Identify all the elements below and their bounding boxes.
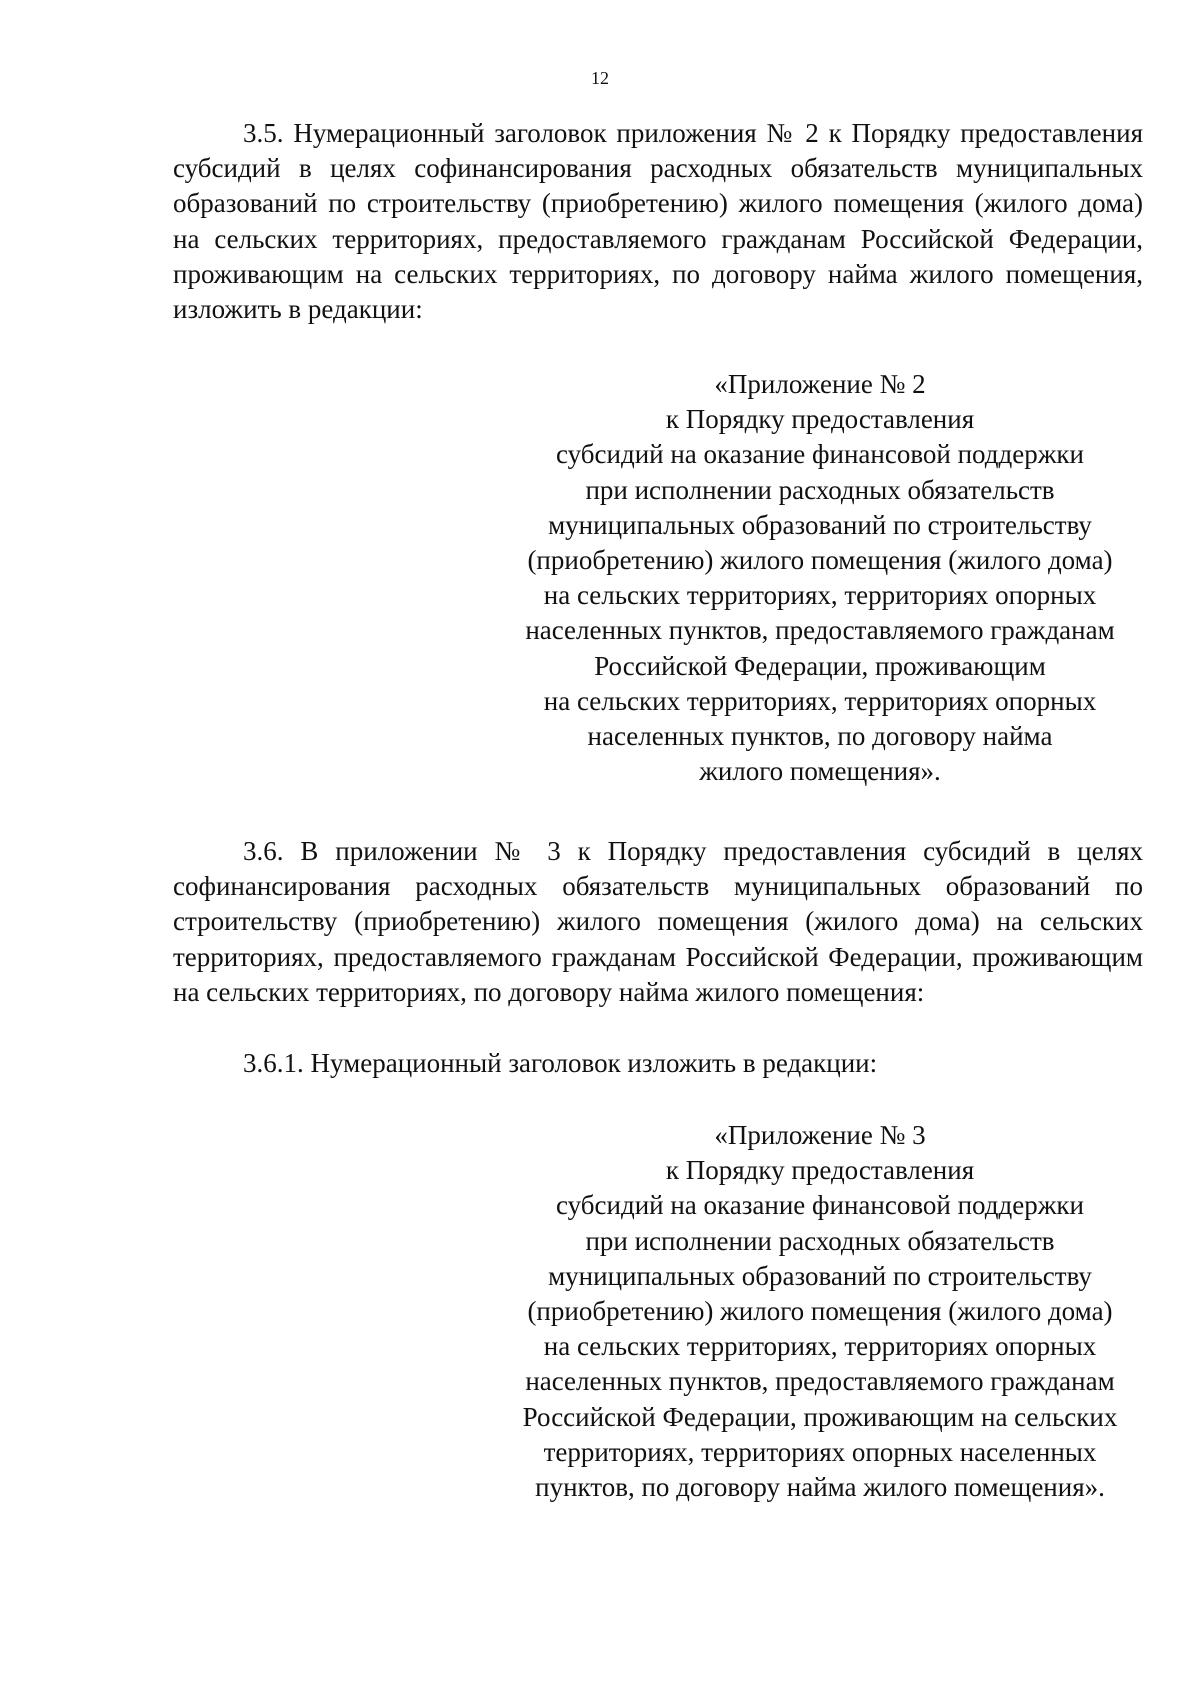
paragraph-3-5: 3.5. Нумерационный заголовок приложения № 2 к Порядку предоставления субсидий в целях софинансирования расходных обязательств муниципальных образований по строительству (приобретению) жилого помещения (жилого дома) на сельских территориях, предоставляемого гражданам Российской Федерации, проживающим на сельских территориях, по договору найма жилого помещения, изложить в редакции: bbox=[173, 118, 1143, 325]
appendix-3-line: пунктов, по договору найма жилого помещения». bbox=[535, 1472, 1105, 1503]
appendix-3-line: населенных пунктов, предоставляемого гражданам bbox=[525, 1366, 1115, 1397]
page-number: 12 bbox=[591, 68, 609, 88]
appendix-3-line: при исполнении расходных обязательств bbox=[585, 1225, 1055, 1256]
appendix-2-line: Российской Федерации, проживающим bbox=[594, 650, 1046, 681]
paragraph-3-6: 3.6. В приложении № 3 к Порядку предоставления субсидий в целях софинансирования расходных обязательств муниципальных образований по строительству (приобретению) жилого помещения (жилого дома) на сельских территориях, предоставляемого гражданам Российской Федерации, проживающим на сельских территориях, по договору найма жилого помещения: bbox=[173, 836, 1143, 1007]
paragraph-3-6-1: 3.6.1. Нумерационный заголовок изложить в редакции: bbox=[243, 1048, 878, 1078]
appendix-3-heading bbox=[490, 1118, 1150, 1505]
appendix-2-line: на сельских территориях, территориях опорных bbox=[543, 685, 1097, 716]
appendix-2-line: (приобретению) жилого помещения (жилого дома) bbox=[527, 545, 1113, 576]
appendix-3-line: «Приложение № 3 bbox=[714, 1120, 926, 1150]
appendix-2-line: «Приложение № 2 bbox=[714, 369, 926, 399]
appendix-2-line: населенных пунктов, предоставляемого гражданам bbox=[525, 615, 1115, 646]
appendix-3-line: территориях, территориях опорных населенных bbox=[543, 1436, 1097, 1467]
appendix-2-line: субсидий на оказание финансовой поддержки bbox=[556, 439, 1084, 470]
appendix-2-line: на сельских территориях, территориях опорных bbox=[543, 580, 1097, 611]
appendix-3-line: муниципальных образований по строительству bbox=[548, 1260, 1092, 1291]
appendix-2-heading bbox=[490, 367, 1150, 789]
appendix-2-line: жилого помещения». bbox=[699, 756, 941, 787]
appendix-3-line: к Порядку предоставления bbox=[665, 1155, 975, 1186]
appendix-3-line: (приобретению) жилого помещения (жилого дома) bbox=[527, 1296, 1113, 1327]
appendix-2-line: к Порядку предоставления bbox=[665, 404, 975, 435]
appendix-2-line: населенных пунктов, по договору найма bbox=[587, 721, 1053, 752]
appendix-2-line: при исполнении расходных обязательств bbox=[585, 474, 1055, 505]
appendix-3-line: субсидий на оказание финансовой поддержки bbox=[556, 1190, 1084, 1221]
appendix-3-line: Российской Федерации, проживающим на сельских bbox=[522, 1401, 1118, 1432]
appendix-2-line: муниципальных образований по строительству bbox=[548, 509, 1092, 540]
appendix-3-line: на сельских территориях, территориях опорных bbox=[543, 1331, 1097, 1362]
